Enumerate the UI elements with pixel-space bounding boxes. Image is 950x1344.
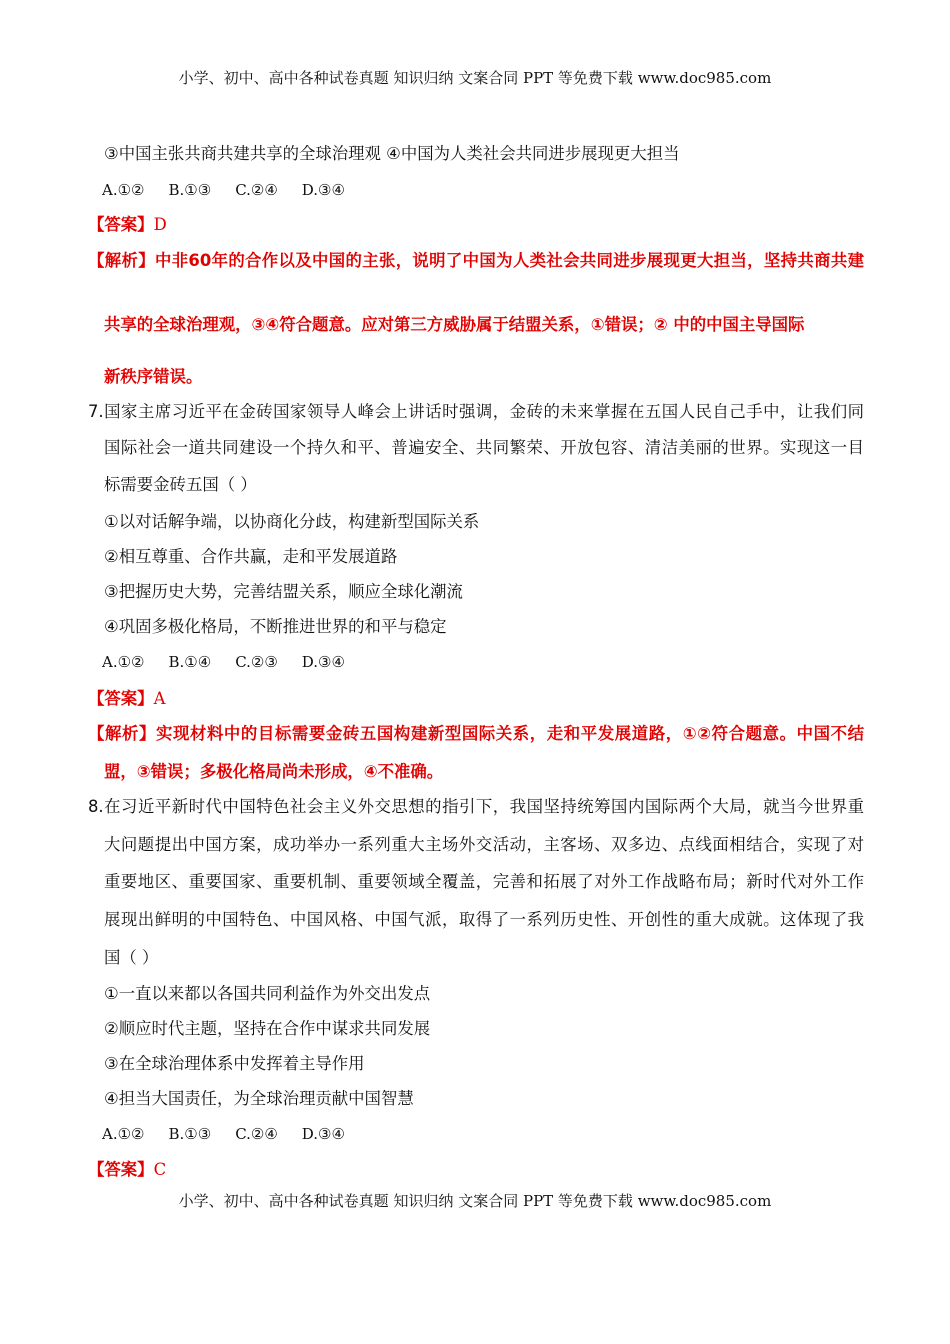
q8-stem-line-1: 8.在习近平新时代中国特色社会主义外交思想的指引下，我国坚持统筹国内国际两个大局，就当今世界重 (88, 797, 864, 816)
q6-analysis-line-3: 新秩序错误。 (104, 367, 203, 386)
q7-analysis-line-2: 盟，③错误；多极化格局尚未形成，④不准确。 (104, 762, 444, 781)
q7-stem-line-2: 国际社会一道共同建设一个持久和平、普遍安全、共同繁荣、开放包容、清洁美丽的世界。实现这一目 (104, 438, 864, 457)
q8-stem-line-3: 重要地区、重要国家、重要机制、重要领域全覆盖，完善和拓展了对外工作战略布局；新时代对外工作 (104, 872, 864, 891)
q7-stem-line-3: 标需要金砖五国（ ） (104, 475, 257, 494)
q8-statement-4: ④担当大国责任，为全球治理贡献中国智慧 (104, 1089, 414, 1108)
q8-statement-3: ③在全球治理体系中发挥着主导作用 (104, 1054, 365, 1073)
q6-option-a: A.①② (102, 181, 145, 199)
q6-option-d: D.③④ (301, 181, 345, 199)
q7-answer (88, 688, 165, 710)
q7-option-b: B.①④ (168, 653, 212, 671)
q8-stem-line-4: 展现出鲜明的中国特色、中国风格、中国气派，取得了一系列历史性、开创性的重大成就。这体现了我 (104, 910, 864, 929)
q7-option-d: D.③④ (301, 653, 345, 671)
q8-answer-label: 【答案】 (88, 1160, 154, 1179)
q7-statement-4: ④巩固多极化格局，不断推进世界的和平与稳定 (104, 617, 447, 636)
q8-option-d: D.③④ (301, 1125, 345, 1143)
q8-statement-1: ①一直以来都以各国共同利益作为外交出发点 (104, 984, 431, 1003)
q8-answer (88, 1159, 166, 1181)
q7-statement-1: ①以对话解争端，以协商化分歧，构建新型国际关系 (104, 512, 480, 531)
q7-analysis-label: 【解析】 (88, 724, 156, 743)
q6-answer-value: D (153, 215, 167, 234)
q6-statements-line: ③中国主张共商共建共享的全球治理观 ④中国为人类社会共同进步展现更大担当 (104, 144, 680, 163)
q7-option-c: C.②③ (235, 653, 278, 671)
q6-analysis-label: 【解析】 (88, 251, 155, 270)
page-header: 小学、初中、高中各种试卷真题 知识归纳 文案合同 PPT 等免费下载 www.doc985.com (178, 69, 772, 87)
q7-options (102, 651, 369, 673)
q6-answer (88, 214, 167, 236)
q7-option-a: A.①② (102, 653, 145, 671)
q6-option-c: C.②④ (235, 181, 278, 199)
q8-options (102, 1123, 369, 1145)
q6-analysis-line-2: 共享的全球治理观，③④符合题意。应对第三方威胁属于结盟关系，①错误；② 中的中国主导国际 (104, 315, 805, 334)
q8-answer-value: C (153, 1160, 167, 1179)
q7-analysis-line-1: 【解析】实现材料中的目标需要金砖五国构建新型国际关系，走和平发展道路，①②符合题意。中国不结 (88, 724, 864, 743)
q6-option-b: B.①③ (168, 181, 212, 199)
q8-option-a: A.①② (102, 1125, 145, 1143)
q6-analysis-line-1: 【解析】中非60年的合作以及中国的主张，说明了中国为人类社会共同进步展现更大担当，坚持共商共建 (88, 251, 864, 270)
q8-statement-2: ②顺应时代主题，坚持在合作中谋求共同发展 (104, 1019, 431, 1038)
q6-answer-label: 【答案】 (88, 215, 154, 234)
q8-option-b: B.①③ (168, 1125, 212, 1143)
page-footer: 小学、初中、高中各种试卷真题 知识归纳 文案合同 PPT 等免费下载 www.doc985.com (178, 1192, 772, 1210)
q7-stem-line-1: 7.国家主席习近平在金砖国家领导人峰会上讲话时强调，金砖的未来掌握在五国人民自己手中，让我们同 (88, 402, 864, 421)
q6-options (102, 179, 369, 201)
q7-statement-3: ③把握历史大势，完善结盟关系，顺应全球化潮流 (104, 582, 463, 601)
q8-stem-line-2: 大问题提出中国方案，成功举办一系列重大主场外交活动，主客场、双多边、点线面相结合，实现了对 (104, 835, 864, 854)
q7-answer-value: A (153, 689, 166, 708)
q7-statement-2: ②相互尊重、合作共赢，走和平发展道路 (104, 547, 398, 566)
q8-stem-line-5: 国（ ） (104, 948, 159, 967)
q7-answer-label: 【答案】 (88, 689, 154, 708)
q8-option-c: C.②④ (235, 1125, 278, 1143)
